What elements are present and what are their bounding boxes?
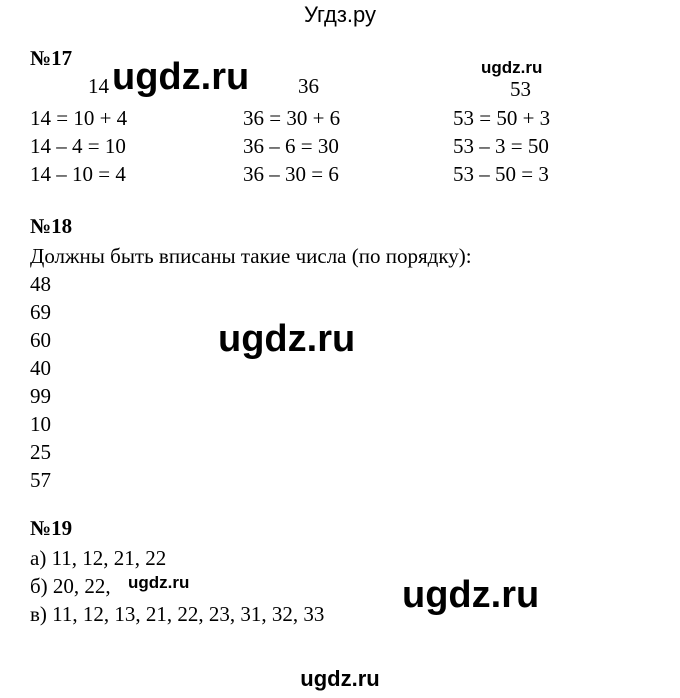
task-17-number-3: 53 — [510, 77, 531, 101]
watermark: ugdz.ru — [112, 56, 250, 98]
task-19-line-a: а) 11, 12, 21, 22 — [30, 546, 167, 570]
watermark: ugdz.ru — [218, 318, 356, 360]
task-17-number-2: 36 — [298, 74, 319, 98]
task-19-line-c: в) 11, 12, 13, 21, 22, 23, 31, 32, 33 — [30, 602, 325, 626]
task-17-col1-row3: 14 – 10 = 4 — [30, 162, 126, 186]
watermark: ugdz.ru — [481, 58, 543, 77]
task-17-col2-row2: 36 – 6 = 30 — [243, 134, 339, 158]
task-18-value-2: 69 — [30, 300, 51, 324]
task-18-value-6: 10 — [30, 412, 51, 436]
watermark: ugdz.ru — [402, 574, 540, 616]
site-title: Угдз.ру — [303, 2, 377, 27]
task-19-line-b: б) 20, 22, — [30, 574, 111, 598]
site-footer: ugdz.ru — [300, 666, 380, 691]
task-17-col2-row1: 36 = 30 + 6 — [243, 106, 341, 130]
watermark: ugdz.ru — [128, 573, 190, 592]
task-17-heading: №17 — [30, 46, 73, 70]
task-18-value-5: 99 — [30, 384, 51, 408]
task-18-value-7: 25 — [30, 440, 51, 464]
task-17-col1-row1: 14 = 10 + 4 — [30, 106, 128, 130]
task-19-heading: №19 — [30, 516, 73, 540]
task-17-col2-row3: 36 – 30 = 6 — [243, 162, 339, 186]
task-17-col3-row1: 53 = 50 + 3 — [453, 106, 551, 130]
task-17-col3-row2: 53 – 3 = 50 — [453, 134, 549, 158]
task-18-value-1: 48 — [30, 272, 51, 296]
task-18-intro: Должны быть вписаны такие числа (по порядку): — [30, 244, 472, 268]
task-17-col3-row3: 53 – 50 = 3 — [453, 162, 549, 186]
task-17-col1-row2: 14 – 4 = 10 — [30, 134, 126, 158]
task-18-value-8: 57 — [30, 468, 51, 492]
task-18-heading: №18 — [30, 214, 73, 238]
task-18-value-3: 60 — [30, 328, 51, 352]
task-17-number-1: 14 — [88, 74, 109, 98]
task-18-value-4: 40 — [30, 356, 51, 380]
